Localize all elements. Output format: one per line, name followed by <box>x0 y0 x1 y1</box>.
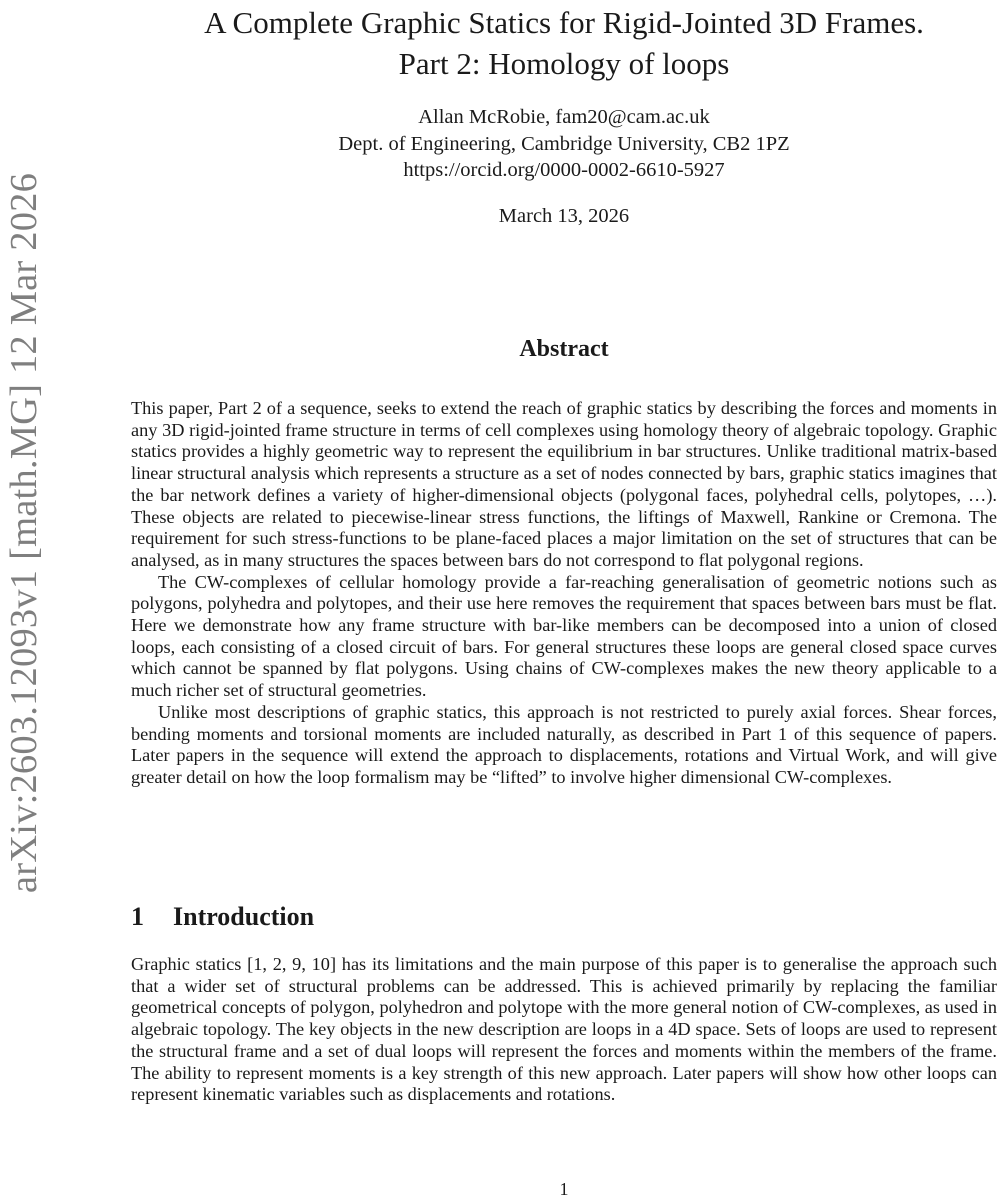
arxiv-identifier-text: arXiv:2603.12093v1 [math.MG] 12 Mar 2026 <box>3 172 45 894</box>
author-info <box>130 104 998 184</box>
paper-title <box>130 0 998 84</box>
abstract-paragraph-2: The CW-complexes of cellular homology provide a far-reaching generalisation of geometric notions such as polygons, polyhedra and polytopes, and their use here removes the requirement that spaces between bars must be flat. Here we demonstrate how any frame structure with bar-like members can be decomposed into a union of closed loops, each consisting of a closed circuit of bars. For general structures these loops are general closed space curves which cannot be spanned by flat polygons. Using chains of CW-complexes makes the new theory applicable to a much richer set of structural geometries. <box>131 571 997 701</box>
author-name-email: Allan McRobie, fam20@cam.ac.uk <box>418 106 710 128</box>
introduction-body <box>131 954 997 1106</box>
introduction-paragraph-1: Graphic statics [1, 2, 9, 10] has its limitations and the main purpose of this paper is to generalise the approach such that a wider set of structural problems can be addressed. This is achieved primarily by replacing the familiar geometrical concepts of polygon, polyhedron and polytope with the more general notion of CW-complexes, as used in algebraic topology. The key objects in the new description are loops in a 4D space. Sets of loops are used to represent the structural frame and a set of dual loops will represent the forces and moments within the members of the frame. The ability to represent moments is a key strength of this new approach. Later papers will show how other loops can represent kinematic variables such as displacements and rotations. <box>131 954 997 1105</box>
author-orcid: https://orcid.org/0000-0002-6610-5927 <box>403 159 725 181</box>
page-number: 1 <box>559 1179 569 1199</box>
abstract-paragraph-1: This paper, Part 2 of a sequence, seeks to extend the reach of graphic statics by describing the forces and moments in any 3D rigid-jointed frame structure in terms of cell complexes using homology theory of algebraic topology. Graphic statics provides a highly geometric way to represent the equilibrium in bar structures. Unlike traditional matrix-based linear structural analysis which represents a structure as a set of nodes connected by bars, graphic statics imagines that the bar network defines a variety of higher-dimensional objects (polygonal faces, polyhedral cells, polytopes, …). These objects are related to piecewise-linear stress functions, the liftings of Maxwell, Rankine or Cremona. The requirement for such stress-functions to be plane-faced places a major limitation on the set of structures that can be analysed, as in many structures the spaces between bars do not correspond to flat polygonal regions. <box>131 398 997 570</box>
abstract-heading: Abstract <box>519 336 609 362</box>
paper-date: March 13, 2026 <box>498 205 630 227</box>
abstract-body <box>131 398 997 789</box>
section-heading-introduction <box>131 900 314 934</box>
abstract-paragraph-3: Unlike most descriptions of graphic statics, this approach is not restricted to purely axial forces. Shear forces, bending moments and torsional moments are included naturally, as described in Part 1 of this sequence of papers. Later papers in the sequence will extend the approach to displacements, rotations and Virtual Work, and will give greater detail on how the loop formalism may be “lifted” to involve higher dimensional CW-complexes. <box>131 701 997 787</box>
arxiv-identifier-stamp <box>2 158 46 908</box>
section-title: Introduction <box>173 902 315 931</box>
title-line-1: A Complete Graphic Statics for Rigid-Jointed 3D Frames. <box>204 5 924 40</box>
title-line-2: Part 2: Homology of loops <box>398 46 730 81</box>
author-affiliation: Dept. of Engineering, Cambridge University, CB2 1PZ <box>338 132 790 155</box>
section-number: 1 <box>131 902 144 931</box>
